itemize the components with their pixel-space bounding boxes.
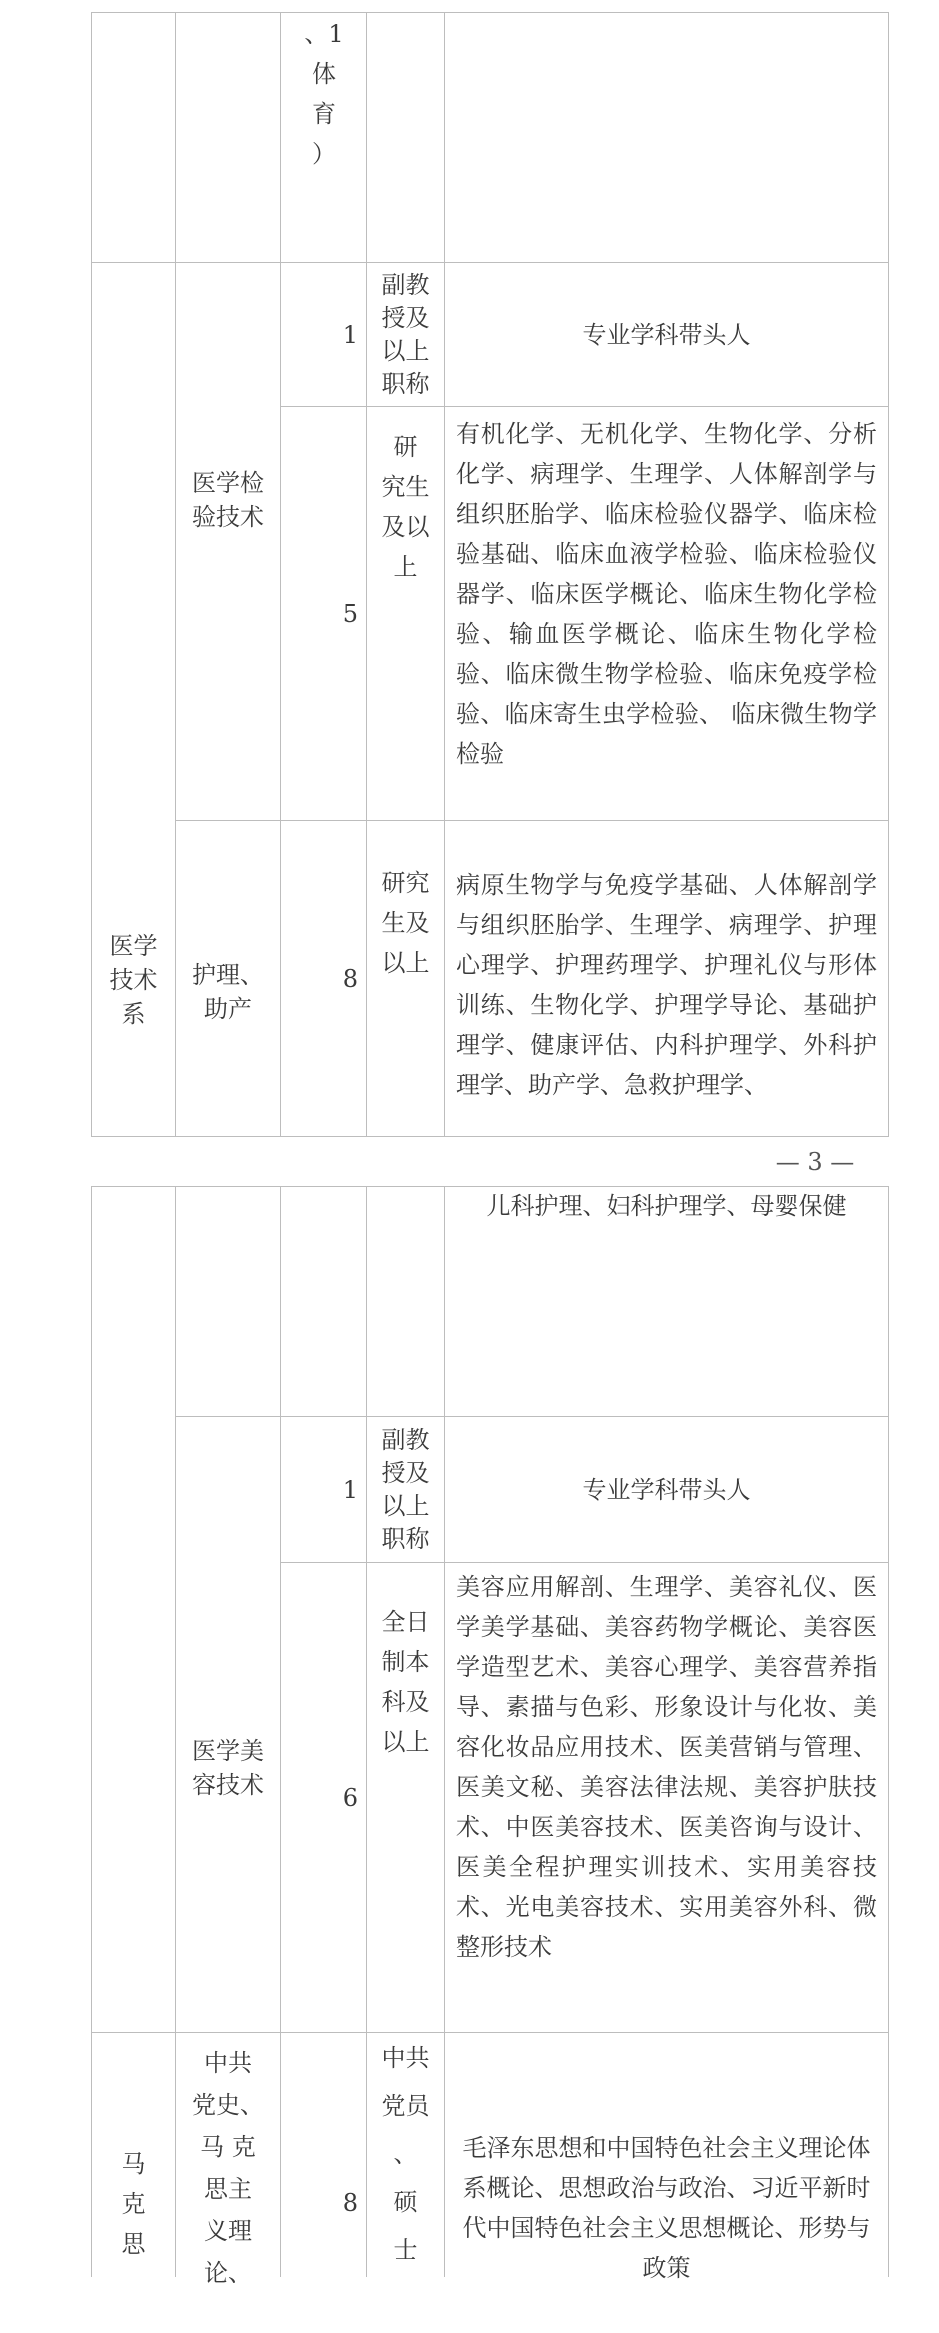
table-border (280, 406, 889, 407)
subject-cell: 儿科护理、妇科护理学、母婴保健 (486, 1192, 847, 1220)
table-border (91, 12, 889, 13)
major-cell: 医学检 验技术 (192, 469, 264, 531)
count-cell: 8 (342, 964, 358, 993)
count-cell: 5 (342, 599, 358, 628)
count-cell: 8 (342, 2189, 358, 2217)
major-cell: 护理、 助产 (192, 961, 264, 1023)
subject-cell: 美容应用解剖、生理学、美容礼仪、医学美学基础、美容药物学概论、美容医学造型艺术、美容心理学、美容营养指导、素描与色彩、形象设计与化妆、美容化妆品应用技术、医美营销与管理、医美文秘、美容法律法规、美容护肤技术、中医美容技术、医美咨询与设计、医美全程护理实训技术、实用美容技术、光电美容技术、实用美容外科、微整形技术 (456, 1573, 877, 1961)
department-cell: 医学 技术 系 (109, 932, 158, 1028)
subject-cell: 毛泽东思想和中国特色社会主义理论体系概论、思想政治与政治、习近平新时代中国特色社会主义思想概论、形势与政策 (462, 2134, 871, 2282)
subject-cell: 有机化学、无机化学、生物化学、分析化学、病理学、生理学、人体解剖学与组织胚胎学、临床检验仪器学、临床检验基础、临床血液学检验、临床检验仪器学、临床医学概论、临床生物化学检验、输血医学概论、临床生物化学检验、临床微生物学检验、临床免疫学检验、临床寄生虫学检验、 临床微生物学检验 (456, 420, 877, 768)
qualification-cell: 副教 授及 以上 职称 (381, 270, 430, 398)
table-border (444, 12, 445, 1136)
major-cell: 中共 党史、 马 克 思主 义理 论、 (192, 2049, 264, 2287)
count-cell: 1 (342, 320, 358, 349)
count-cell: 1 (342, 1475, 358, 1504)
table-border (91, 2032, 889, 2033)
qualification-cell: 副教 授及 以上 职称 (381, 1425, 430, 1553)
qualification-cell: 中共 党员 、 硕 士 (381, 2044, 430, 2264)
page-number: — 3 — (775, 1148, 855, 1176)
table-border (280, 1562, 889, 1563)
table-border (888, 12, 889, 1136)
qualification-cell: 研 究生 及以 上 (381, 433, 430, 581)
qualification-cell: 全日 制本 科及 以上 (381, 1608, 430, 1756)
department-cell: 马 克 思 (121, 2150, 146, 2258)
qualification-cell: 研究 生及 以上 (381, 869, 430, 977)
qualification-cell: 、1 体 育 ） (304, 20, 344, 168)
subject-cell: 专业学科带头人 (582, 1475, 751, 1504)
table-border (444, 1186, 445, 2277)
major-cell: 医学美 容技术 (192, 1737, 264, 1799)
table-border (888, 1186, 889, 2277)
subject-cell: 专业学科带头人 (582, 320, 751, 349)
count-cell: 6 (342, 1783, 358, 1812)
table-border (91, 1136, 889, 1137)
subject-cell: 病原生物学与免疫学基础、人体解剖学与组织胚胎学、生理学、病理学、护理心理学、护理药理学、护理礼仪与形体训练、生物化学、护理学导论、基础护理学、健康评估、内科护理学、外科护理学、助产学、急救护理学、 (456, 871, 877, 1099)
table-border (91, 1186, 92, 2277)
